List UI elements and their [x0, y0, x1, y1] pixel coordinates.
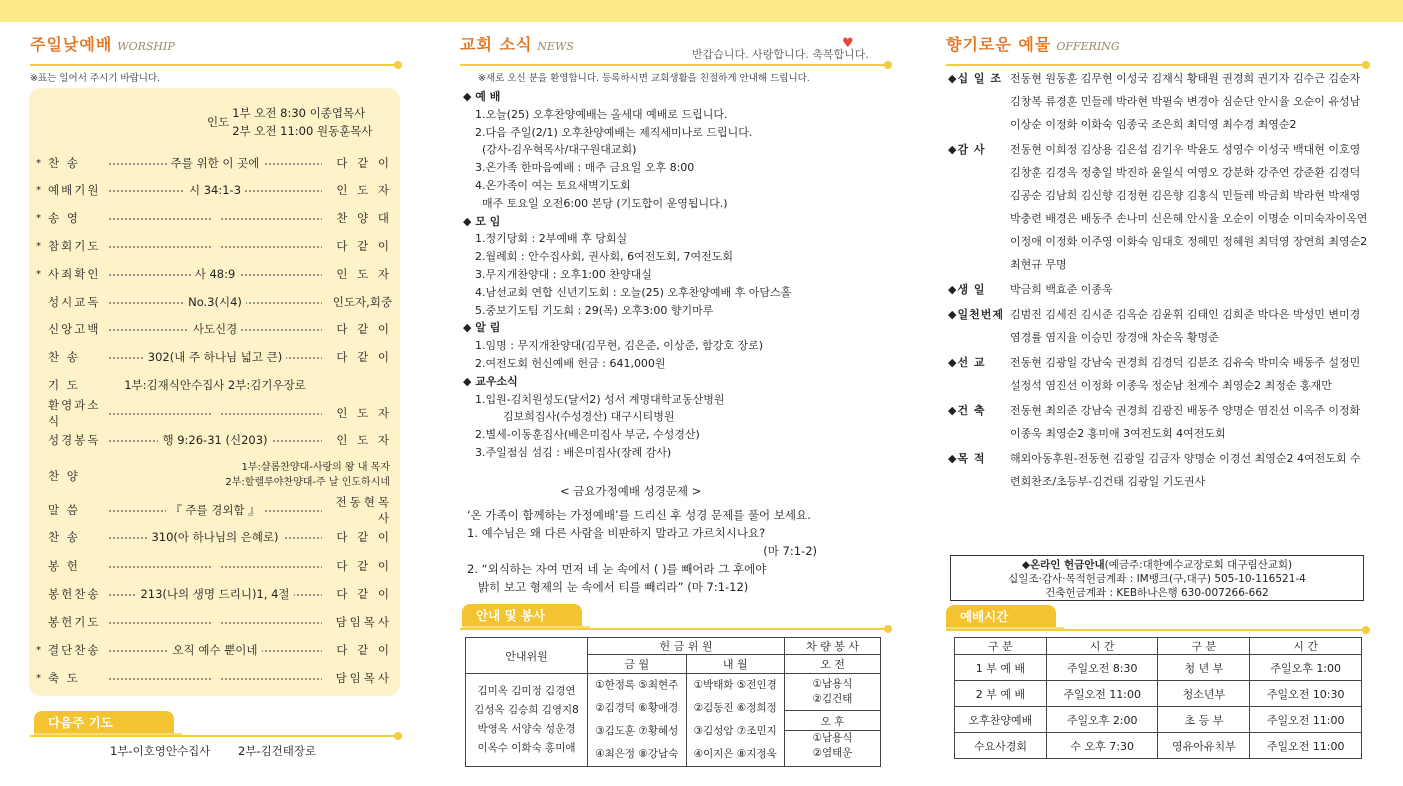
order-name: 성시교독 — [48, 295, 101, 309]
worship-row — [36, 668, 392, 688]
order-person: 인 도 자 — [336, 183, 392, 197]
order-content: 행 9:26-31 (신203) — [108, 432, 322, 448]
news-line: 2.월례회 : 안수집사회, 권사회, 6여전도회, 7여전도회 — [475, 250, 734, 264]
times-cell: 수요사경회 — [955, 733, 1047, 759]
news-line: (강사-김우혁목사/대구원대교회) — [475, 143, 637, 157]
worship-row — [36, 398, 392, 428]
order-person: 인 도 자 — [336, 406, 392, 420]
offering-title: 향기로운 예물 OFFERING — [946, 35, 1120, 54]
news-line: 2.다음 주일(2/1) 오후찬양예배는 제직세미나로 드립니다. — [475, 125, 753, 139]
offering-names: 해외아동후원-전동현 김광일 김금자 양명순 이경선 최영순2 4여전도회 수련회찬조/초등부-김건태 김광일 기도권사 — [1010, 452, 1361, 488]
worship-row — [36, 319, 392, 339]
order-name: 송 영 — [48, 211, 80, 225]
next-prayer-rule — [30, 735, 398, 737]
service-name: 박영옥 서양숙 성운경 — [477, 723, 576, 735]
news-section-heading: ◆ 교우소식 — [463, 374, 518, 388]
order-content — [108, 671, 322, 685]
invocation-1: 1부 오전 8:30 이종엽목사 — [232, 106, 366, 120]
news-line: 4.온가족이 여는 토요새벽기도회 — [475, 178, 631, 192]
stand-marker: * — [36, 268, 41, 280]
times-cell: 청소년부 — [1158, 681, 1250, 707]
times-cell: 수 오후 7:30 — [1046, 733, 1158, 759]
worship-title: 주일낮예배 WORSHIP — [30, 35, 175, 54]
news-rule — [460, 64, 888, 66]
worship-row — [36, 347, 392, 367]
news-greeting: 반갑습니다. 사랑합니다. 축복합니다. — [692, 48, 869, 61]
offering-category: ◆목 적 — [948, 452, 986, 465]
order-name: 기 도 — [48, 378, 80, 392]
offering-row — [948, 138, 1368, 276]
service-name: ②염태운 — [812, 747, 853, 760]
times-cell: 영유아유치부 — [1158, 733, 1250, 759]
service-name: 김성옥 김승희 김영지8 — [474, 704, 579, 716]
order-name: 찬 양 — [48, 469, 80, 483]
pm-list: 오 후 ①남용식 ②염태운 — [785, 710, 881, 766]
next-prayer-1: 1부-이호영안수집사 — [110, 744, 211, 758]
news-line: 3.온가족 한마음예배 : 매주 금요일 오후 8:00 — [475, 161, 695, 175]
offering-names: 김범진 김세진 김시준 김옥순 김윤휘 김태인 김희준 박다은 박성민 변미경 염경률 염지율 이승민 장경애 차순옥 황명준 — [1010, 308, 1361, 344]
times-header: 구 분 — [1158, 638, 1250, 655]
offering-row — [948, 67, 1368, 136]
service-name: ①한정록 ⑤최현주 — [595, 679, 679, 691]
quiz-q1: 1. 예수님은 왜 다른 사람을 비판하지 말라고 가르치시나요? — [467, 526, 766, 540]
heart-icon: ♥ — [842, 36, 854, 51]
news-section-heading: ◆ 예 배 — [463, 90, 501, 103]
offering-row — [948, 351, 1368, 397]
times-row — [955, 733, 1362, 759]
invocation-2: 2부 오전 11:00 원동훈목사 — [232, 124, 373, 138]
order-content: 주를 위한 이 곳에 — [108, 155, 322, 171]
order-content: No.3(시4) — [108, 294, 322, 310]
service-name: ②김경덕 ⑥황애경 — [595, 702, 679, 714]
news-line: 5.중보기도팀 기도회 : 29(목) 오후3:00 향기마루 — [475, 303, 714, 317]
news-line: 3.무지개찬양대 : 오후1:00 찬양대실 — [475, 267, 652, 281]
worship-row — [36, 208, 392, 228]
offering-category: ◆십 일 조 — [948, 72, 1002, 85]
order-content: 『 주를 경외함 』 — [108, 502, 322, 518]
news-header — [460, 32, 574, 55]
order-content — [108, 406, 322, 420]
times-cell: 주일오전 11:00 — [1250, 707, 1362, 733]
order-person: 인 도 자 — [336, 267, 392, 281]
am-list — [785, 674, 881, 711]
times-cell: 주일오전 11:00 — [1046, 681, 1158, 707]
offering-row — [948, 303, 1368, 349]
worship-row — [36, 640, 392, 660]
order-person: 다 같 이 — [336, 559, 392, 573]
choir-info: 1부:샬롬찬양대-사랑의 왕 내 목자 2부:할렐루야찬양대-주 날 인도하시네 — [225, 462, 390, 488]
offering-row — [948, 278, 1368, 301]
worship-row — [36, 180, 392, 200]
order-content: 310(아 하나님의 은혜로) — [108, 529, 322, 545]
online-offering-box: ◆온라인 헌금안내(예금주:대한예수교장로회 대구림산교회) 십일조·감사·목적헌금계좌 : IM뱅크(구,대구) 505-10-116521-4 건축헌금계좌 : KEB하나은행 630-007266-662 — [950, 555, 1364, 601]
worship-note: ※표는 일어서 주시기 바랍니다. — [30, 73, 161, 84]
offering-category: ◆선 교 — [948, 356, 986, 369]
times-rule — [946, 629, 1366, 631]
order-person: 담임목사 — [335, 615, 392, 629]
service-name: ①남용식 — [812, 732, 853, 745]
worship-row — [36, 527, 392, 547]
worship-row — [36, 153, 392, 173]
news-line: 김보희집사(수성경산) 대구시티병원 — [475, 410, 675, 424]
order-person: 담임목사 — [335, 671, 392, 685]
news-sections — [463, 88, 792, 462]
next-prayer-label: 다음주 기도 — [34, 711, 174, 733]
order-name: 신앙고백 — [48, 322, 101, 336]
quiz-q2b: 밝히 보고 형제의 눈 속에서 티를 빼리라” (마 7:1-12) — [467, 580, 749, 594]
order-name: 봉 헌 — [48, 559, 80, 573]
news-line: 매주 토요일 오전6:00 본당 (기도합이 운영됩니다.) — [475, 196, 728, 210]
worship-row — [36, 264, 392, 284]
worship-rule — [30, 64, 398, 66]
order-content: 시 34:1-3 — [108, 182, 322, 198]
invocation: 인도 1부 오전 8:30 이종엽목사 2부 오전 11:00 원동훈목사 — [207, 106, 373, 138]
worship-row — [36, 612, 392, 632]
order-content: 1부:김재식안수집사 2부:김기우장로 — [124, 378, 306, 392]
order-content: 213(나의 생명 드리니)1, 4절 — [108, 586, 322, 602]
times-cell: 주일오전 8:30 — [1046, 655, 1158, 681]
order-name: 찬 송 — [48, 350, 80, 364]
stand-marker: * — [36, 184, 41, 196]
service-name: ④최은정 ⑧강남숙 — [595, 748, 679, 760]
order-person: 다 같 이 — [336, 322, 392, 336]
order-person: 다 같 이 — [336, 643, 392, 657]
news-line: 1.임명 : 무지개찬양대(김무현, 김은준, 이상준, 함강호 장로) — [475, 339, 764, 353]
news-line: 4.남선교회 연합 신년기도회 : 오늘(25) 오후찬양예배 후 아담스홀 — [475, 285, 792, 299]
times-row — [955, 655, 1362, 681]
times-cell: 오후찬양예배 — [955, 707, 1047, 733]
order-person: 인 도 자 — [336, 433, 392, 447]
stand-marker: * — [36, 157, 41, 169]
offering-names: 전동현 최의준 강남숙 권경희 김광진 배동주 양명순 염진선 이옥주 이정화 이종욱 최영순2 홍미애 3여전도회 4여전도회 — [1010, 404, 1361, 440]
offering-names: 전동현 김광일 강남숙 권경희 김경덕 김분조 김유숙 박미숙 배동주 설정민 설정석 염진선 이정화 이종욱 정순남 천계수 최영순2 최정순 홍재만 — [1010, 356, 1361, 392]
order-content: 사 48:9 — [108, 266, 322, 282]
order-name: 봉헌기도 — [48, 615, 101, 629]
quiz-block — [467, 506, 887, 596]
times-cell: 주일오후 1:00 — [1250, 655, 1362, 681]
news-section-heading: ◆ 모 임 — [463, 214, 501, 228]
stand-marker: * — [36, 644, 41, 656]
offering-row — [948, 399, 1368, 445]
service-name: 이옥수 이화숙 홍미애 — [477, 742, 576, 754]
offering-names: 전동현 원동훈 김무현 이성국 김재식 황태원 권경희 권기자 김수근 김순자 김창복 류경훈 민들레 박라현 박필숙 변경아 심순단 안시율 오순이 유성남 이상순 이정화 이화숙 임종국 조은희 최덕영 최수경 최영순2 — [1010, 72, 1361, 131]
worship-row — [36, 430, 392, 450]
order-name: 결단찬송 — [48, 643, 101, 657]
worship-row — [36, 292, 392, 312]
offering-header — [946, 32, 1120, 55]
times-header: 구 분 — [955, 638, 1047, 655]
service-name: ①남용식 — [812, 677, 853, 690]
gold-list — [588, 674, 687, 767]
guide-list — [466, 674, 588, 767]
order-name: 축 도 — [48, 671, 80, 685]
news-title: 교회 소식 NEWS — [460, 35, 574, 54]
order-content — [108, 211, 322, 225]
stand-marker: * — [36, 240, 41, 252]
times-header: 시 간 — [1046, 638, 1158, 655]
worship-row — [36, 236, 392, 256]
worship-header — [30, 32, 175, 55]
times-cell: 주일오전 11:00 — [1250, 733, 1362, 759]
next-prayer-2: 2부-김건태장로 — [238, 744, 317, 758]
quiz-title: < 금요가정예배 성경문제 > — [560, 484, 702, 498]
order-person: 다 같 이 — [336, 530, 392, 544]
worship-row — [36, 584, 392, 604]
order-name: 봉헌찬송 — [48, 587, 101, 601]
offering-category: ◆생 일 — [948, 283, 986, 296]
order-person: 다 같 이 — [336, 587, 392, 601]
times-cell: 주일오전 10:30 — [1250, 681, 1362, 707]
service-name: ③김도훈 ⑦황혜성 — [595, 725, 679, 737]
offering-category: ◆일천번제 — [948, 308, 1004, 321]
quiz-q2a: 2. “외식하는 자여 먼저 네 눈 속에서 ( )를 빼어라 그 후에야 — [467, 562, 767, 576]
order-content: 오직 예수 뿐이네 — [108, 642, 322, 658]
order-name: 찬 송 — [48, 156, 80, 170]
times-row — [955, 707, 1362, 733]
service-name: ①박태화 ⑤전인경 — [693, 679, 777, 691]
stand-marker: * — [36, 672, 41, 684]
service-table: 안내위원 헌 금 위 원 차 량 봉 사 금 월 내 월 오 전 김미옥 김미정 김경연 김성옥 김승희 김영지8 박영옥 서양숙 성운경 이옥수 이화숙 홍미애 ①한정록 ⑤최현주 ②김경덕 ⑥황애경 ③김도훈 ⑦황혜성 ④최은정 ⑧강남숙 ①박태화 ⑤전인경 ②김동진 ⑥정희정 ③김성암 ⑦조민지 ④이지은 ⑧지정욱 ①남용식 ②김건태 오 후 ①남용식 ②염태운 — [465, 637, 881, 767]
times-cell: 초 등 부 — [1158, 707, 1250, 733]
worship-row — [36, 556, 392, 576]
service-name: ③김성암 ⑦조민지 — [693, 725, 777, 737]
order-name: 사죄확인 — [48, 267, 101, 281]
service-name: ②김동진 ⑥정희정 — [693, 702, 777, 714]
service-rule — [460, 628, 888, 630]
offering-names: 전동현 이희정 김상용 김은섭 김기우 박윤도 성영수 이성국 백대현 이호영 김창훈 김경옥 정충일 박진하 윤일식 여영오 강분화 강주연 강준환 김경덕 김공순 김남희 김신향 김정현 김은향 김홍식 민들레 박금희 박라현 박재영 박충련 배경은 배동주 손나미 신은혜 안시율 오순이 이명순 이미숙자이옥연 이정애 이정화 이주영 이화숙 임대호 정혜민 정혜원 최덕영 장연희 최영순2 최현규 무명 — [1010, 143, 1368, 271]
order-name: 환영과소식 — [48, 398, 101, 428]
order-person: 인도자,회중 — [332, 295, 392, 309]
quiz-intro: ‘온 가족이 함께하는 가정예배’를 드리신 후 성경 문제를 풀어 보세요. — [467, 508, 811, 522]
top-banner — [0, 0, 1403, 22]
times-cell: 청 년 부 — [1158, 655, 1250, 681]
times-cell: 2 부 예 배 — [955, 681, 1047, 707]
times-label: 예배시간 — [946, 605, 1056, 627]
order-name: 찬 송 — [48, 530, 80, 544]
service-label: 안내 및 봉사 — [462, 604, 582, 626]
service-name: ②김건태 — [812, 692, 853, 705]
offering-names: 박금희 백효준 이종욱 — [1010, 283, 1113, 296]
offering-rule — [946, 64, 1366, 66]
news-line: 3.주일점심 섬김 : 배은미집사(장례 감사) — [475, 445, 672, 459]
order-content — [108, 615, 322, 629]
worship-row — [36, 375, 392, 395]
news-line: 1.오늘(25) 오후찬양예배는 올세대 예배로 드립니다. — [475, 107, 728, 121]
order-person: 다 같 이 — [336, 239, 392, 253]
stand-marker: * — [36, 212, 41, 224]
order-person: 전동현목사 — [335, 495, 392, 525]
order-person: 다 같 이 — [336, 350, 392, 364]
offering-list — [948, 67, 1368, 495]
service-name: ④이지은 ⑧지정욱 — [693, 748, 777, 760]
news-line: 1.정기당회 : 2부예배 후 당회실 — [475, 232, 628, 246]
order-content — [108, 559, 322, 573]
order-name: 예배기원 — [48, 183, 101, 197]
times-cell: 주일오후 2:00 — [1046, 707, 1158, 733]
times-cell: 1 부 예 배 — [955, 655, 1047, 681]
news-section-heading: ◆ 알 림 — [463, 321, 501, 335]
worship-row — [36, 495, 392, 525]
service-name: 김미옥 김미정 김경연 — [477, 685, 576, 697]
order-content: 302(내 주 하나님 넓고 큰) — [108, 349, 322, 365]
news-line: 1.입원-김치원성도(달서2) 성서 계명대학교동산병원 — [475, 392, 725, 406]
offering-category: ◆건 축 — [948, 404, 986, 417]
quiz-q1-ref: (마 7:1-2) — [763, 544, 817, 558]
times-table — [954, 637, 1362, 759]
news-line: 2.별세-이동훈집사(배은미집사 부군, 수성경산) — [475, 428, 700, 442]
offering-row — [948, 447, 1368, 493]
times-header: 시 간 — [1250, 638, 1362, 655]
order-name: 참회기도 — [48, 239, 101, 253]
times-row — [955, 681, 1362, 707]
next-list — [686, 674, 785, 767]
order-person: 찬 양 대 — [336, 211, 392, 225]
order-name: 성경봉독 — [48, 433, 101, 447]
order-name: 말 씀 — [48, 503, 80, 517]
news-line: 2.여전도회 헌신예배 헌금 : 641,000원 — [475, 356, 666, 370]
news-note: ※새로 오신 분을 환영합니다. 등록하시면 교회생활을 친절하게 안내해 드립니다. — [478, 73, 810, 84]
offering-category: ◆감 사 — [948, 143, 986, 156]
order-content: 사도신경 — [108, 321, 322, 337]
order-content — [108, 239, 322, 253]
order-person: 다 같 이 — [336, 156, 392, 170]
